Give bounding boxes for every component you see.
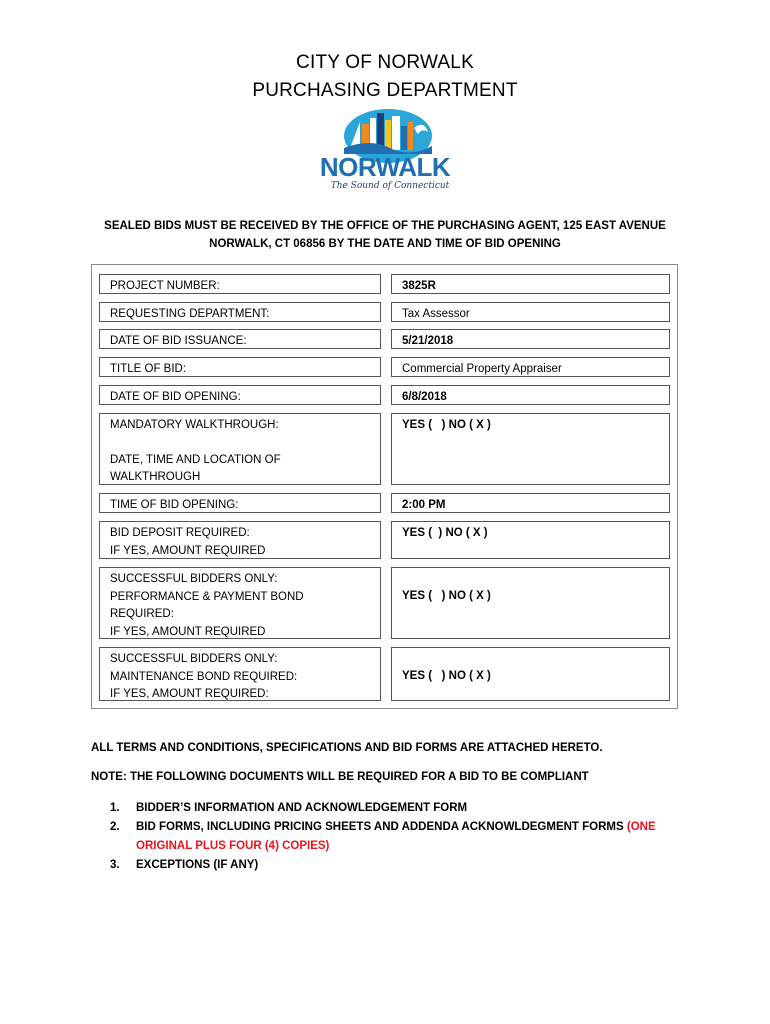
list-item-number: 2. bbox=[110, 821, 120, 833]
maintenance-line-3: IF YES, AMOUNT REQUIRED: bbox=[110, 688, 269, 700]
maintenance-line-1: SUCCESSFUL BIDDERS ONLY: bbox=[110, 653, 278, 665]
notice-line-2: NORWALK, CT 06856 BY THE DATE AND TIME OF BID OPENING bbox=[209, 238, 561, 250]
time-opening-label: TIME OF BID OPENING: bbox=[99, 493, 381, 513]
title-label: TITLE OF BID: bbox=[99, 357, 381, 377]
performance-value bbox=[391, 567, 670, 639]
header-line-1: CITY OF NORWALK bbox=[296, 52, 474, 73]
maintenance-label-cell bbox=[99, 647, 381, 701]
title-value: Commercial Property Appraiser bbox=[391, 357, 670, 377]
list-item-text: BIDDER’S INFORMATION AND ACKNOWLEDGEMENT FORM bbox=[136, 802, 468, 814]
performance-line-2: PERFORMANCE & PAYMENT BOND bbox=[110, 590, 304, 603]
date-issuance-value: 5/21/2018 bbox=[391, 329, 670, 349]
project-number-label: PROJECT NUMBER: bbox=[99, 274, 381, 294]
list-item bbox=[110, 856, 680, 875]
walkthrough-label-cell bbox=[99, 413, 381, 485]
list-item bbox=[110, 818, 680, 856]
terms-statement: ALL TERMS AND CONDITIONS, SPECIFICATIONS AND BID FORMS ARE ATTACHED HERETO. bbox=[91, 742, 603, 754]
logo-wordmark: NORWALK bbox=[319, 152, 451, 182]
walkthrough-sub-line-1: DATE, TIME AND LOCATION OF bbox=[110, 453, 281, 466]
walkthrough-value: YES ( ) NO ( X ) bbox=[391, 413, 670, 485]
performance-label-cell bbox=[99, 567, 381, 639]
walkthrough-sub-line-2: WALKTHROUGH bbox=[110, 471, 201, 483]
maintenance-value bbox=[391, 647, 670, 701]
walkthrough-label: MANDATORY WALKTHROUGH: bbox=[110, 419, 279, 431]
maintenance-value-text: YES ( ) NO ( X ) bbox=[402, 670, 491, 682]
requesting-department-label: REQUESTING DEPARTMENT: bbox=[99, 302, 381, 322]
performance-line-1: SUCCESSFUL BIDDERS ONLY: bbox=[110, 573, 278, 585]
list-item-number: 1. bbox=[110, 802, 120, 814]
list-item-text: EXCEPTIONS (IF ANY) bbox=[136, 859, 259, 871]
deposit-label-line-1: BID DEPOSIT REQUIRED: bbox=[110, 527, 250, 539]
logo-tagline: The Sound of Connecticut bbox=[330, 181, 450, 191]
date-opening-value: 6/8/2018 bbox=[391, 385, 670, 405]
compliance-note: NOTE: THE FOLLOWING DOCUMENTS WILL BE REQUIRED FOR A BID TO BE COMPLIANT bbox=[91, 771, 589, 783]
date-opening-label: DATE OF BID OPENING: bbox=[99, 385, 381, 405]
time-opening-value: 2:00 PM bbox=[391, 493, 670, 513]
norwalk-logo bbox=[310, 108, 460, 194]
performance-value-text: YES ( ) NO ( X ) bbox=[402, 590, 491, 602]
maintenance-line-2: MAINTENANCE BOND REQUIRED: bbox=[110, 670, 298, 683]
list-item-number: 3. bbox=[110, 859, 120, 871]
list-item-text: BID FORMS, INCLUDING PRICING SHEETS AND ADDENDA ACKNOWLDEGMENT FORMS bbox=[136, 821, 627, 833]
deposit-label-cell bbox=[99, 521, 381, 559]
list-item bbox=[110, 799, 680, 818]
copies-requirement: (ONE ORIGINAL PLUS FOUR (4) COPIES) bbox=[136, 821, 656, 852]
requesting-department-value: Tax Assessor bbox=[391, 302, 670, 322]
date-issuance-label: DATE OF BID ISSUANCE: bbox=[99, 329, 381, 349]
performance-line-3: REQUIRED: bbox=[110, 608, 174, 620]
deposit-value: YES ( ) NO ( X ) bbox=[391, 521, 670, 559]
deposit-label-line-2: IF YES, AMOUNT REQUIRED bbox=[110, 544, 266, 557]
performance-line-4: IF YES, AMOUNT REQUIRED bbox=[110, 625, 266, 638]
project-number-value: 3825R bbox=[391, 274, 670, 294]
header-line-2: PURCHASING DEPARTMENT bbox=[252, 80, 518, 101]
notice-line-1: SEALED BIDS MUST BE RECEIVED BY THE OFFICE OF THE PURCHASING AGENT, 125 EAST AVENUE bbox=[104, 220, 666, 232]
required-documents-list bbox=[110, 799, 680, 875]
